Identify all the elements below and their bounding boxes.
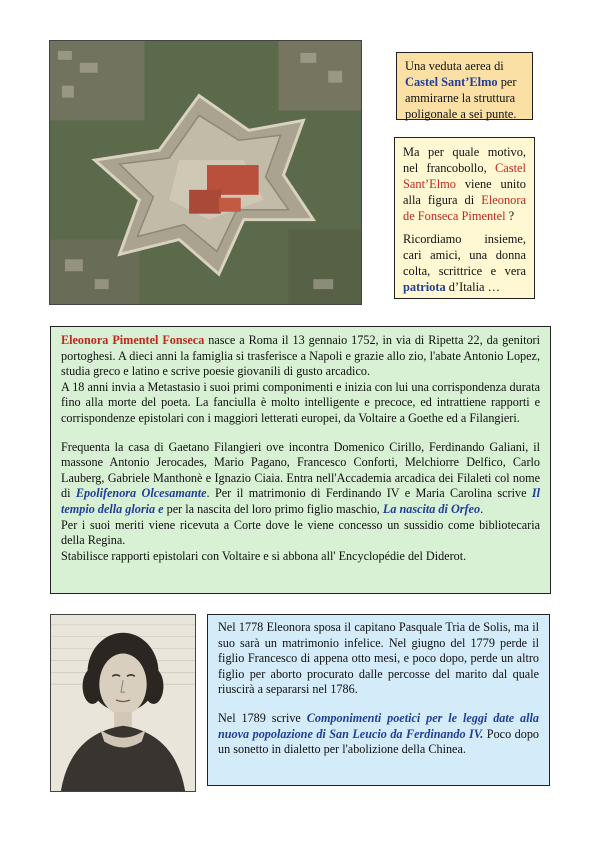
bio-paragraph-2: A 18 anni invia a Metastasio i suoi primi componimenti e inizia con lui una corrispondenza durata fino alla morte del poeta. La fanciulla è molto intelligente e precoce, ed intrattiene rapporti e corrispondenze epistolari con i maggiori letterati europei, da Voltaire a Goethe ed a Filangieri. (61, 379, 540, 425)
bio-paragraph-1 (61, 333, 540, 380)
marriage-text-b: Poco dopo un sonetto in dialetto per l'abolizione della Chinea. (218, 726, 540, 757)
bio-paragraph-5: Stabilisce rapporti epistolari con Voltaire e si abbona all' Encyclopédie del Diderot. (61, 548, 467, 563)
bio-work-tempio: Il tempio della gloria e (61, 486, 541, 516)
marriage-paragraph-2 (218, 711, 539, 758)
question-text-c: Ricordiamo insieme, cari amici, una donna colta, scrittrice e vera (403, 232, 526, 278)
bio-text-3c: per la nascita del loro primo figlio maschio, (163, 501, 380, 516)
question-patriota: patriota (403, 280, 446, 294)
question-box (394, 137, 535, 299)
caption-castle-name: Castel Sant’Elmo (405, 75, 498, 89)
caption-post: per ammirarne la struttura poligonale a sei punte. (405, 75, 517, 121)
portrait-eleonora (50, 614, 196, 792)
marriage-text-a: Nel 1789 scrive (218, 710, 301, 725)
question-mark: ? (508, 209, 515, 223)
question-eleonora-name: Eleonora de Fonseca Pimentel (403, 193, 526, 223)
caption-pre: Una veduta aerea di (405, 59, 504, 73)
aerial-photo-graphic (50, 41, 361, 304)
bio-work-orfeo: La nascita di Orfeo (382, 501, 481, 516)
marriage-paragraph-1: Nel 1778 Eleonora sposa il capitano Pasquale Tria de Solis, ma il suo sarà un matrimonio infelice. Nel giugno del 1779 perde il figlio Francesco di appena otto mesi, e poco dopo, perde un altro figlio per aborto procurato dalle percosse del marito dal quale riuscirà a separarsi nel 1786. (218, 620, 539, 697)
bio-pseudonym: Epolifenora Olcesamante (75, 486, 207, 501)
marriage-box (207, 614, 550, 786)
bio-paragraph-3 (61, 440, 540, 518)
question-paragraph-1 (403, 144, 526, 224)
question-text-b: viene unito alla figura di (403, 177, 526, 207)
marriage-work-componimenti: Componimenti poetici per le leggi date alla nuova popolazione di San Leucio da Ferdinando IV. (218, 710, 540, 741)
question-text-a: Ma per quale motivo, nel francobollo, (403, 145, 526, 175)
question-text-d: d’Italia … (448, 280, 501, 294)
portrait-graphic (51, 615, 195, 791)
aerial-photo-castel-santelmo (49, 40, 362, 305)
question-castle-name: Castel Sant’Elmo (403, 161, 526, 191)
question-paragraph-2 (403, 231, 526, 295)
bio-text-3a: Frequenta la casa di Gaetano Filangieri ove incontra Domenico Cirillo, Ferdinando Galiani, il massone Antonio Jerocades, Mario Pagano, Francesco Conforti, Melchiorre Delfico, Carlo Lauberg, Gabriele Manthonè e Ignazio Ciaia. Entra nell'Accademia arcadica dei Filaleti col nome di (61, 439, 540, 501)
bio-text-3b: . Per il matrimonio di Ferdinando IV e Maria Carolina scrive (206, 486, 527, 501)
caption-box (396, 52, 533, 120)
bio-text-3d: . (480, 501, 484, 516)
bio-paragraph-4: Per i suoi meriti viene ricevuta a Corte dove le viene concesso un sussidio come bibliotecaria della Regina. (61, 517, 540, 548)
bio-text-1: nasce a Roma il 13 gennaio 1752, in via di Ripetta 22, da genitori portoghesi. A dieci anni la famiglia si trasferisce a Napoli e grazie allo zio, l'abate Antonio Lopez, studia greco e latino e scrive poesie giovanili di gusto arcadico. (61, 333, 541, 379)
bio-subject-name: Eleonora Pimentel Fonseca (61, 333, 205, 347)
biography-box (50, 326, 551, 594)
